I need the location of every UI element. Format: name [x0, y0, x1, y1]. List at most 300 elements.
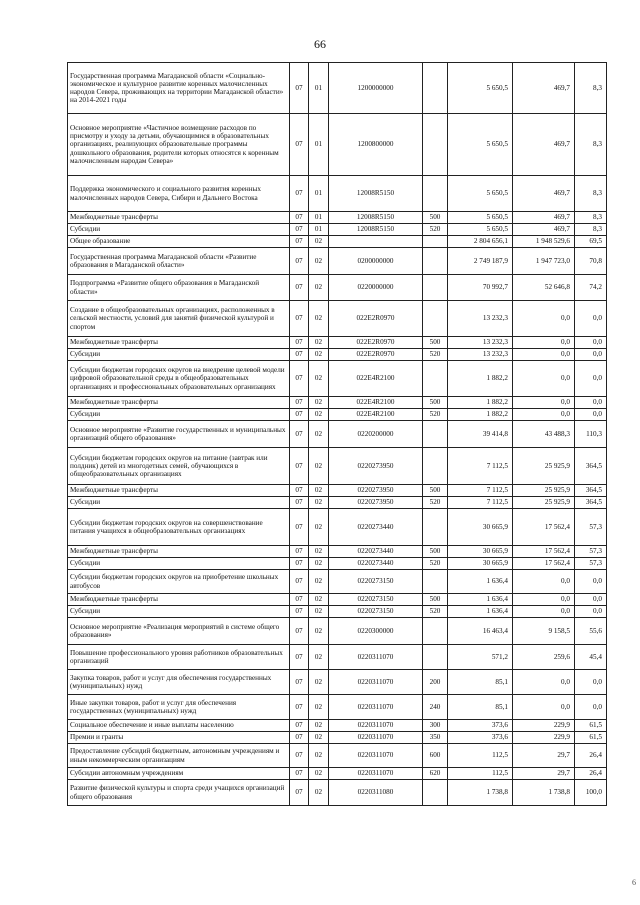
- cell-vr: 500: [423, 546, 448, 558]
- table-row: [68, 114, 607, 176]
- table-row: [68, 780, 607, 806]
- cell-a1: 373,6: [448, 720, 513, 732]
- cell-csr: 0220200000: [329, 421, 423, 448]
- table-row: [68, 349, 607, 361]
- cell-pct: 55,6: [575, 618, 607, 645]
- cell-pct: 57,3: [575, 546, 607, 558]
- table-row: [68, 337, 607, 349]
- cell-csr: 022E2R0970: [329, 301, 423, 337]
- cell-vr: [423, 645, 448, 670]
- table-row: [68, 570, 607, 594]
- cell-name: Основное мероприятие «Частичное возмещение расходов по присмотру и уходу за детьми, обучающимися в образовательных организациях, реализующих образовательные программы дошкольного образования, родители которых относятся к коренным малочисленным народам Севера»: [68, 114, 290, 176]
- cell-a1: 30 665,9: [448, 558, 513, 570]
- cell-csr: 0220311070: [329, 768, 423, 780]
- table-row: [68, 409, 607, 421]
- cell-csr: 022E4R2100: [329, 397, 423, 409]
- table-row: [68, 397, 607, 409]
- cell-pct: 100,0: [575, 780, 607, 806]
- cell-vr: 300: [423, 720, 448, 732]
- cell-pct: 8,3: [575, 176, 607, 212]
- cell-a1: 571,2: [448, 645, 513, 670]
- table-row: [68, 606, 607, 618]
- cell-rz: 07: [290, 248, 309, 275]
- table-row: [68, 485, 607, 497]
- cell-pct: 0,0: [575, 594, 607, 606]
- cell-a1: 1 738,8: [448, 780, 513, 806]
- cell-rz: 07: [290, 558, 309, 570]
- table-row: [68, 361, 607, 397]
- cell-a1: 30 665,9: [448, 546, 513, 558]
- cell-csr: 0200000000: [329, 248, 423, 275]
- cell-a1: 112,5: [448, 768, 513, 780]
- table-row: [68, 421, 607, 448]
- cell-vr: [423, 570, 448, 594]
- cell-name: Государственная программа Магаданской области «Социально-экономическое и культурное развитие коренных малочисленных народов Севера, проживающих на территории Магаданской области» на 2014-2021 годы: [68, 63, 290, 114]
- cell-a2: 469,7: [513, 63, 575, 114]
- cell-pr: 02: [309, 645, 329, 670]
- cell-a1: 30 665,9: [448, 509, 513, 546]
- cell-a1: 7 112,5: [448, 448, 513, 485]
- cell-pct: 26,4: [575, 768, 607, 780]
- cell-csr: 0220273440: [329, 509, 423, 546]
- cell-name: Социальное обеспечение и иные выплаты населению: [68, 720, 290, 732]
- cell-rz: 07: [290, 606, 309, 618]
- cell-csr: 022E2R0970: [329, 349, 423, 361]
- table-row: [68, 720, 607, 732]
- cell-name: Субсидии бюджетам городских округов на приобретение школьных автобусов: [68, 570, 290, 594]
- cell-pct: 0,0: [575, 606, 607, 618]
- cell-name: Субсидии: [68, 409, 290, 421]
- cell-rz: 07: [290, 448, 309, 485]
- budget-table: [67, 62, 607, 806]
- cell-pct: 364,5: [575, 448, 607, 485]
- cell-csr: 0220273950: [329, 485, 423, 497]
- cell-csr: 0220273440: [329, 546, 423, 558]
- cell-csr: 12008R5150: [329, 224, 423, 236]
- cell-vr: 500: [423, 594, 448, 606]
- cell-rz: 07: [290, 176, 309, 212]
- cell-pct: 8,3: [575, 212, 607, 224]
- cell-pr: 02: [309, 397, 329, 409]
- cell-vr: [423, 301, 448, 337]
- cell-a1: 1 636,4: [448, 606, 513, 618]
- cell-pr: 02: [309, 421, 329, 448]
- cell-vr: [423, 236, 448, 248]
- cell-rz: 07: [290, 744, 309, 768]
- cell-name: Государственная программа Магаданской области «Развитие образования в Магаданской области»: [68, 248, 290, 275]
- cell-name: Межбюджетные трансферты: [68, 485, 290, 497]
- cell-pr: 01: [309, 212, 329, 224]
- cell-a2: 0,0: [513, 570, 575, 594]
- cell-name: Предоставление субсидий бюджетным, автономным учреждениям и иным некоммерческим организациям: [68, 744, 290, 768]
- cell-rz: 07: [290, 645, 309, 670]
- cell-rz: 07: [290, 224, 309, 236]
- cell-a2: 29,7: [513, 744, 575, 768]
- cell-pct: 26,4: [575, 744, 607, 768]
- cell-name: Развитие физической культуры и спорта среди учащихся организаций общего образования: [68, 780, 290, 806]
- cell-rz: 07: [290, 780, 309, 806]
- cell-pr: 02: [309, 236, 329, 248]
- cell-vr: 520: [423, 497, 448, 509]
- cell-a2: 0,0: [513, 337, 575, 349]
- cell-csr: 0220300000: [329, 618, 423, 645]
- cell-a2: 0,0: [513, 361, 575, 397]
- cell-a2: 229,9: [513, 732, 575, 744]
- cell-rz: 07: [290, 485, 309, 497]
- cell-csr: 0220311070: [329, 695, 423, 720]
- cell-a1: 2 804 656,1: [448, 236, 513, 248]
- cell-vr: 620: [423, 768, 448, 780]
- cell-name: Субсидии: [68, 606, 290, 618]
- cell-rz: 07: [290, 114, 309, 176]
- cell-pct: 8,3: [575, 114, 607, 176]
- cell-pct: 70,8: [575, 248, 607, 275]
- cell-pr: 02: [309, 606, 329, 618]
- cell-a1: 5 650,5: [448, 224, 513, 236]
- table-row: [68, 594, 607, 606]
- cell-csr: 0220273150: [329, 606, 423, 618]
- cell-vr: 240: [423, 695, 448, 720]
- cell-pct: 0,0: [575, 361, 607, 397]
- cell-a2: 29,7: [513, 768, 575, 780]
- cell-name: Поддержка экономического и социального развития коренных малочисленных народов Севера, Сибири и Дальнего Востока: [68, 176, 290, 212]
- cell-a1: 1 636,4: [448, 594, 513, 606]
- cell-vr: [423, 509, 448, 546]
- cell-pr: 02: [309, 349, 329, 361]
- cell-a2: 43 488,3: [513, 421, 575, 448]
- cell-pr: 02: [309, 594, 329, 606]
- cell-a1: 13 232,3: [448, 337, 513, 349]
- cell-rz: 07: [290, 720, 309, 732]
- cell-rz: 07: [290, 397, 309, 409]
- cell-pr: 02: [309, 409, 329, 421]
- cell-rz: 07: [290, 768, 309, 780]
- cell-a2: 0,0: [513, 606, 575, 618]
- table-row: [68, 63, 607, 114]
- cell-pr: 01: [309, 114, 329, 176]
- cell-a2: 9 158,5: [513, 618, 575, 645]
- cell-vr: [423, 361, 448, 397]
- cell-pr: 02: [309, 497, 329, 509]
- cell-vr: 520: [423, 409, 448, 421]
- cell-pr: 02: [309, 275, 329, 301]
- cell-name: Субсидии: [68, 349, 290, 361]
- cell-pr: 02: [309, 558, 329, 570]
- cell-pr: 02: [309, 768, 329, 780]
- cell-pr: 02: [309, 695, 329, 720]
- cell-name: Общее образование: [68, 236, 290, 248]
- cell-vr: 520: [423, 224, 448, 236]
- cell-vr: [423, 176, 448, 212]
- cell-pct: 0,0: [575, 337, 607, 349]
- cell-pct: 57,3: [575, 558, 607, 570]
- cell-a1: 2 749 187,9: [448, 248, 513, 275]
- cell-pr: 02: [309, 670, 329, 695]
- cell-csr: 0220311070: [329, 670, 423, 695]
- cell-a1: 1 882,2: [448, 409, 513, 421]
- cell-pct: 364,5: [575, 485, 607, 497]
- cell-vr: [423, 448, 448, 485]
- cell-pct: 61,5: [575, 732, 607, 744]
- cell-a1: 5 650,5: [448, 176, 513, 212]
- cell-a2: 0,0: [513, 301, 575, 337]
- table-row: [68, 732, 607, 744]
- cell-a1: 7 112,5: [448, 485, 513, 497]
- cell-a1: 13 232,3: [448, 301, 513, 337]
- cell-csr: 0220000000: [329, 275, 423, 301]
- cell-a1: 1 882,2: [448, 361, 513, 397]
- cell-name: Создание в общеобразовательных организациях, расположенных в сельской местности, условий для занятий физической культурой и спортом: [68, 301, 290, 337]
- cell-a1: 39 414,8: [448, 421, 513, 448]
- cell-vr: [423, 248, 448, 275]
- cell-pct: 364,5: [575, 497, 607, 509]
- cell-a1: 70 992,7: [448, 275, 513, 301]
- cell-csr: [329, 236, 423, 248]
- cell-csr: 0220273950: [329, 448, 423, 485]
- cell-a2: 0,0: [513, 349, 575, 361]
- cell-pr: 02: [309, 248, 329, 275]
- cell-rz: 07: [290, 695, 309, 720]
- cell-a2: 1 947 723,0: [513, 248, 575, 275]
- cell-csr: 12008R5150: [329, 176, 423, 212]
- cell-a2: 1 738,8: [513, 780, 575, 806]
- table-row: [68, 497, 607, 509]
- cell-rz: 07: [290, 618, 309, 645]
- cell-vr: 600: [423, 744, 448, 768]
- table-row: [68, 744, 607, 768]
- cell-pct: 0,0: [575, 397, 607, 409]
- cell-a1: 1 636,4: [448, 570, 513, 594]
- table-row: [68, 301, 607, 337]
- cell-pr: 01: [309, 63, 329, 114]
- cell-name: Субсидии бюджетам городских округов на питание (завтрак или полдник) детей из многодетных семей, обучающихся в общеобразовательных организациях: [68, 448, 290, 485]
- cell-pct: 74,2: [575, 275, 607, 301]
- cell-a2: 0,0: [513, 670, 575, 695]
- cell-pr: 02: [309, 485, 329, 497]
- cell-pct: 0,0: [575, 570, 607, 594]
- cell-name: Субсидии автономным учреждениям: [68, 768, 290, 780]
- table-row: [68, 670, 607, 695]
- cell-a2: 17 562,4: [513, 509, 575, 546]
- table-row: [68, 509, 607, 546]
- table-row: [68, 224, 607, 236]
- cell-rz: 07: [290, 337, 309, 349]
- cell-pct: 0,0: [575, 301, 607, 337]
- cell-name: Субсидии: [68, 497, 290, 509]
- table-row: [68, 558, 607, 570]
- table-row: [68, 618, 607, 645]
- cell-name: Субсидии: [68, 558, 290, 570]
- cell-rz: 07: [290, 349, 309, 361]
- cell-a2: 469,7: [513, 212, 575, 224]
- cell-pct: 0,0: [575, 409, 607, 421]
- cell-rz: 07: [290, 236, 309, 248]
- cell-name: Основное мероприятие «Развитие государственных и муниципальных организаций общего образования»: [68, 421, 290, 448]
- cell-name: Иные закупки товаров, работ и услуг для обеспечения государственных (муниципальных) нужд: [68, 695, 290, 720]
- cell-rz: 07: [290, 670, 309, 695]
- cell-vr: 520: [423, 349, 448, 361]
- table-row: [68, 275, 607, 301]
- cell-rz: 07: [290, 301, 309, 337]
- cell-pct: 110,3: [575, 421, 607, 448]
- cell-a1: 7 112,5: [448, 497, 513, 509]
- cell-rz: 07: [290, 509, 309, 546]
- cell-vr: [423, 63, 448, 114]
- cell-a2: 469,7: [513, 224, 575, 236]
- cell-rz: 07: [290, 497, 309, 509]
- cell-pr: 02: [309, 732, 329, 744]
- cell-a1: 1 882,2: [448, 397, 513, 409]
- cell-name: Повышение профессионального уровня работников образовательных организаций: [68, 645, 290, 670]
- cell-csr: 0220273950: [329, 497, 423, 509]
- cell-csr: 0220311080: [329, 780, 423, 806]
- cell-name: Межбюджетные трансферты: [68, 212, 290, 224]
- cell-rz: 07: [290, 570, 309, 594]
- cell-pct: 0,0: [575, 695, 607, 720]
- table-row: [68, 645, 607, 670]
- cell-rz: 07: [290, 546, 309, 558]
- table-row: [68, 176, 607, 212]
- cell-a1: 85,1: [448, 670, 513, 695]
- cell-vr: 520: [423, 558, 448, 570]
- table-row: [68, 546, 607, 558]
- cell-csr: 022E4R2100: [329, 361, 423, 397]
- cell-pct: 8,3: [575, 63, 607, 114]
- cell-name: Межбюджетные трансферты: [68, 594, 290, 606]
- cell-pct: 0,0: [575, 670, 607, 695]
- cell-a2: 469,7: [513, 176, 575, 212]
- cell-pr: 02: [309, 720, 329, 732]
- cell-a2: 25 925,9: [513, 448, 575, 485]
- cell-pct: 45,4: [575, 645, 607, 670]
- table-row: [68, 448, 607, 485]
- cell-name: Межбюджетные трансферты: [68, 546, 290, 558]
- cell-a1: 373,6: [448, 732, 513, 744]
- cell-vr: [423, 114, 448, 176]
- cell-vr: 350: [423, 732, 448, 744]
- cell-csr: 12008R5150: [329, 212, 423, 224]
- cell-csr: 022E2R0970: [329, 337, 423, 349]
- cell-csr: 0220311070: [329, 744, 423, 768]
- table-row: [68, 212, 607, 224]
- cell-a2: 25 925,9: [513, 497, 575, 509]
- cell-pct: 57,3: [575, 509, 607, 546]
- cell-vr: [423, 421, 448, 448]
- cell-a1: 5 650,5: [448, 114, 513, 176]
- cell-pct: 8,3: [575, 224, 607, 236]
- cell-a2: 17 562,4: [513, 558, 575, 570]
- cell-name: Премии и гранты: [68, 732, 290, 744]
- cell-rz: 07: [290, 421, 309, 448]
- cell-name: Закупка товаров, работ и услуг для обеспечения государственных (муниципальных) нужд: [68, 670, 290, 695]
- cell-vr: [423, 275, 448, 301]
- cell-a2: 17 562,4: [513, 546, 575, 558]
- cell-a2: 0,0: [513, 409, 575, 421]
- cell-pr: 02: [309, 570, 329, 594]
- cell-vr: [423, 780, 448, 806]
- cell-csr: 022E4R2100: [329, 409, 423, 421]
- cell-name: Субсидии бюджетам городских округов на внедрение целевой модели цифровой образовательной среды в общеобразовательных организациях и профессиональных образовательных организациях: [68, 361, 290, 397]
- cell-pr: 02: [309, 337, 329, 349]
- cell-pr: 02: [309, 509, 329, 546]
- cell-name: Субсидии бюджетам городских округов на совершенствование питания учащихся в общеобразовательных организациях: [68, 509, 290, 546]
- cell-a2: 0,0: [513, 397, 575, 409]
- cell-name: Субсидии: [68, 224, 290, 236]
- cell-a2: 52 646,8: [513, 275, 575, 301]
- cell-pct: 61,5: [575, 720, 607, 732]
- table-row: [68, 695, 607, 720]
- table-row: [68, 768, 607, 780]
- cell-pr: 02: [309, 301, 329, 337]
- cell-pr: 02: [309, 744, 329, 768]
- cell-rz: 07: [290, 594, 309, 606]
- cell-a1: 112,5: [448, 744, 513, 768]
- page-number: 66: [314, 37, 326, 51]
- cell-csr: 0220273150: [329, 570, 423, 594]
- cell-rz: 07: [290, 409, 309, 421]
- cell-pr: 01: [309, 224, 329, 236]
- cell-csr: 0220311070: [329, 720, 423, 732]
- cell-a2: 0,0: [513, 594, 575, 606]
- cell-name: Основное мероприятие «Реализация мероприятий в системе общего образования»: [68, 618, 290, 645]
- cell-a1: 5 650,5: [448, 63, 513, 114]
- cell-a1: 13 232,3: [448, 349, 513, 361]
- cell-name: Межбюджетные трансферты: [68, 337, 290, 349]
- table-row: [68, 236, 607, 248]
- cell-a1: 16 463,4: [448, 618, 513, 645]
- cell-rz: 07: [290, 212, 309, 224]
- cell-a2: 229,9: [513, 720, 575, 732]
- cell-vr: 500: [423, 337, 448, 349]
- cell-a1: 5 650,5: [448, 212, 513, 224]
- cell-a1: 85,1: [448, 695, 513, 720]
- cell-pr: 02: [309, 546, 329, 558]
- cell-name: Межбюджетные трансферты: [68, 397, 290, 409]
- cell-vr: [423, 618, 448, 645]
- cell-name: Подпрограмма «Развитие общего образования в Магаданской области»: [68, 275, 290, 301]
- cell-csr: 0220311070: [329, 645, 423, 670]
- cell-vr: 500: [423, 485, 448, 497]
- cell-a2: 0,0: [513, 695, 575, 720]
- cell-vr: 520: [423, 606, 448, 618]
- cell-a2: 25 925,9: [513, 485, 575, 497]
- cell-csr: 1200800000: [329, 114, 423, 176]
- table-row: [68, 248, 607, 275]
- cell-pr: 02: [309, 780, 329, 806]
- cell-pct: 69,5: [575, 236, 607, 248]
- cell-a2: 259,6: [513, 645, 575, 670]
- cell-a2: 469,7: [513, 114, 575, 176]
- cell-vr: 200: [423, 670, 448, 695]
- cell-rz: 07: [290, 732, 309, 744]
- cell-a2: 1 948 529,6: [513, 236, 575, 248]
- cell-csr: 1200000000: [329, 63, 423, 114]
- cell-pr: 02: [309, 361, 329, 397]
- cell-csr: 0220273150: [329, 594, 423, 606]
- cell-pct: 0,0: [575, 349, 607, 361]
- cell-vr: 500: [423, 397, 448, 409]
- cell-pr: 02: [309, 448, 329, 485]
- cell-vr: 500: [423, 212, 448, 224]
- cell-rz: 07: [290, 63, 309, 114]
- cell-csr: 0220311070: [329, 732, 423, 744]
- table-body: [68, 63, 607, 806]
- cell-pr: 01: [309, 176, 329, 212]
- corner-mark: 6: [632, 878, 636, 887]
- cell-csr: 0220273440: [329, 558, 423, 570]
- cell-pr: 02: [309, 618, 329, 645]
- cell-rz: 07: [290, 361, 309, 397]
